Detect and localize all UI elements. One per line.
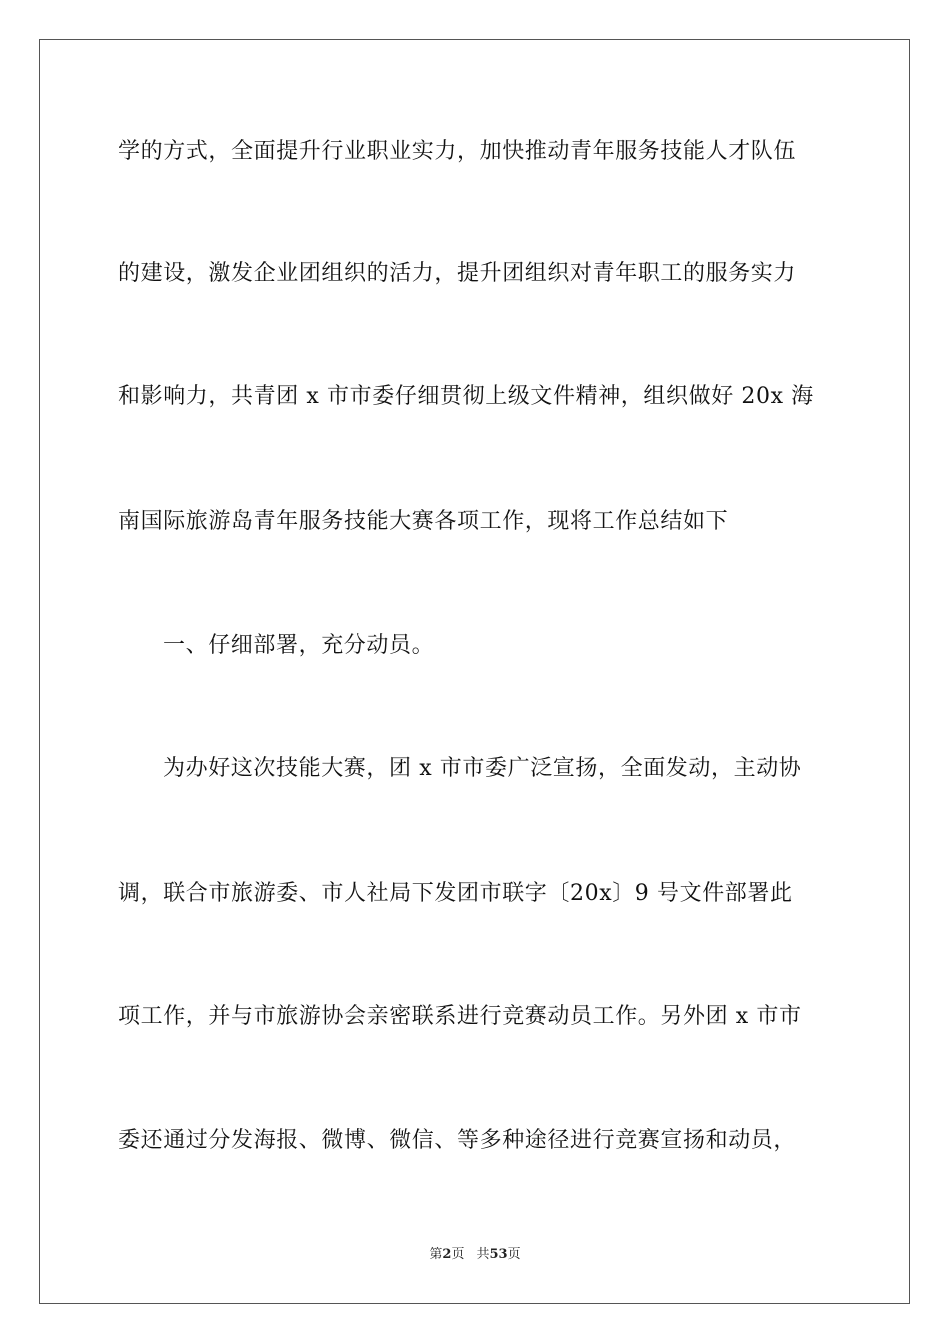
body-text-line-9: 委还通过分发海报、微博、微信、等多种途径进行竞赛宣扬和动员， (118, 1128, 797, 1153)
page-border (39, 39, 910, 1304)
footer-page-number: 2 (442, 1247, 452, 1262)
footer-page-suffix: 页 (451, 1247, 465, 1262)
body-text-line-4: 南国际旅游岛青年服务技能大赛各项工作，现将工作总结如下 (118, 509, 729, 534)
footer-total-suffix: 页 (507, 1247, 521, 1262)
body-text-line-3: 和影响力，共青团 x 市市委仔细贯彻上级文件精神，组织做好 20x 海 (118, 384, 814, 409)
section-heading: 一、仔细部署，充分动员。 (163, 633, 435, 658)
footer-total-pages: 53 (489, 1247, 508, 1262)
footer-total-prefix: 共 (476, 1247, 490, 1262)
body-text-line-8: 项工作，并与市旅游协会亲密联系进行竞赛动员工作。另外团 x 市市 (118, 1004, 802, 1029)
body-text-line-6: 为办好这次技能大赛，团 x 市市委广泛宣扬，全面发动，主动协 (163, 756, 802, 781)
body-text-line-7: 调，联合市旅游委、市人社局下发团市联字〔20x〕9 号文件部署此 (118, 881, 793, 906)
footer-page-prefix: 第 (429, 1247, 443, 1262)
body-text-line-2: 的建设，激发企业团组织的活力，提升团组织对青年职工的服务实力 (118, 261, 797, 286)
page-footer (0, 1246, 950, 1264)
body-text-line-1: 学的方式，全面提升行业职业实力，加快推动青年服务技能人才队伍 (118, 139, 797, 164)
